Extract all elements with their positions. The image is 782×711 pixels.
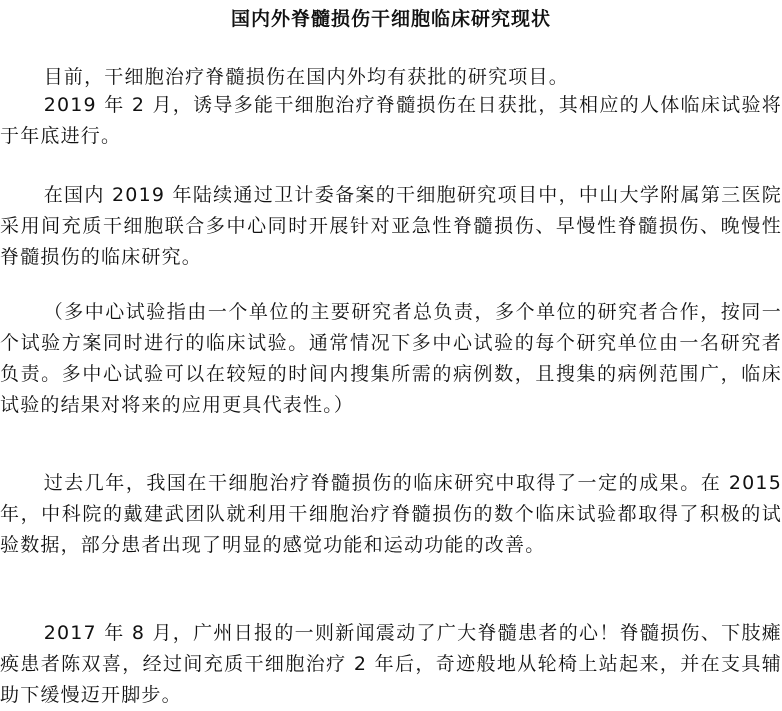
paragraph-domestic-projects: 在国内 2019 年陆续通过卫计委备案的干细胞研究项目中，中山大学附属第三医院采用间充质干细胞联合多中心同时开展针对亚急性脊髓损伤、早慢性脊髓损伤、晚慢性脊髓损伤的临床研究。 [0,184,782,268]
paragraph-current-status: 目前，干细胞治疗脊髓损伤在国内外均有获批的研究项目。 [43,66,569,88]
paragraph-news-case: 2017 年 8 月，广州日报的一则新闻震动了广大脊髓患者的心！脊髓损伤、下肢瘫痪患者陈双喜，经过间充质干细胞治疗 2 年后，奇迹般地从轮椅上站起来，并在支具辅助下缓慢迈开脚步。 [0,622,782,706]
document-title: 国内外脊髓损伤干细胞临床研究现状 [230,8,551,30]
paragraph-japan-approval: 2019 年 2 月，诱导多能干细胞治疗脊髓损伤在日获批，其相应的人体临床试验将于年底进行。 [0,94,782,147]
paragraph-multicenter-note: （多中心试验指由一个单位的主要研究者总负责，多个单位的研究者合作，按同一个试验方案同时进行的临床试验。通常情况下多中心试验的每个研究单位由一名研究者负责。多中心试验可以在较短的时间内搜集所需的病例数，且搜集的病例范围广，临床试验的结果对将来的应用更具代表性。） [0,301,782,416]
paragraph-past-achievements: 过去几年，我国在干细胞治疗脊髓损伤的临床研究中取得了一定的成果。在 2015 年，中科院的戴建武团队就利用干细胞治疗脊髓损伤的数个临床试验都取得了积极的试验数据，部分患者出现了明显的感觉功能和运动功能的改善。 [0,472,782,556]
